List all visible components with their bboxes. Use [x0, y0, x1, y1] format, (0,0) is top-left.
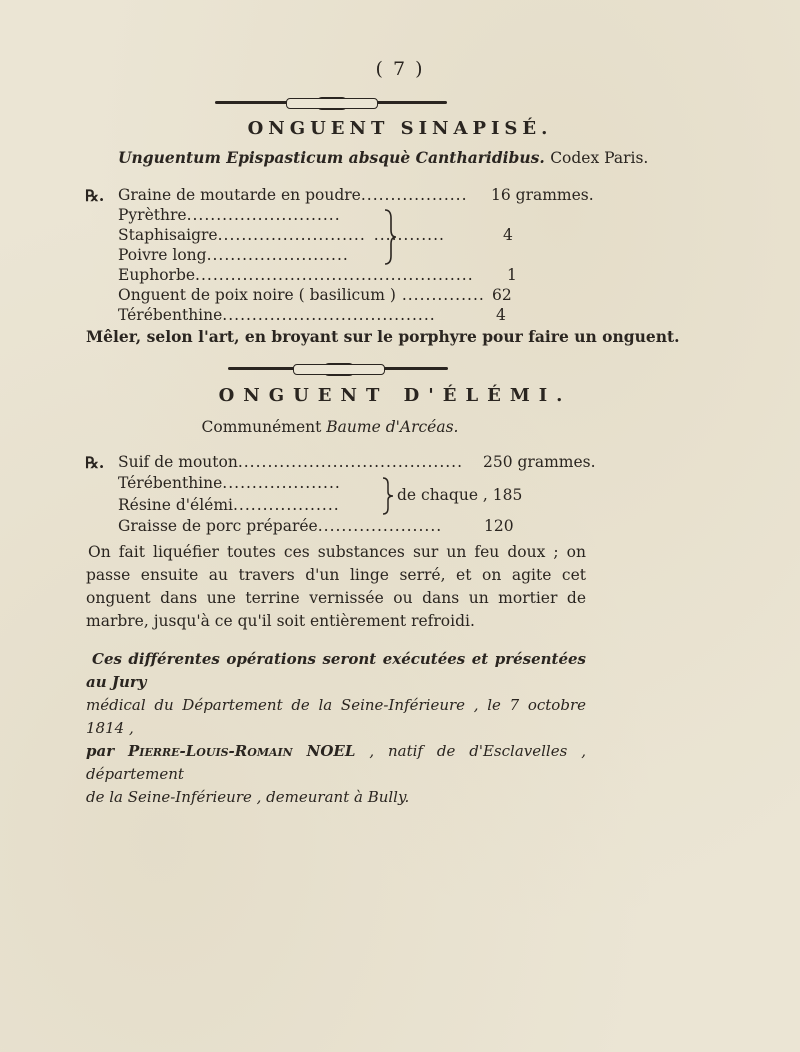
closing-line-4: de la Seine-Inférieure , demeurant à Bully. [86, 788, 410, 806]
section-title-elemi: ONGUENT D'ÉLÉMI. [218, 385, 572, 406]
ingredient-name: Graisse de porc préparée [118, 517, 318, 535]
ingredient-name: Staphisaigre [118, 226, 218, 244]
ingredient-name: Onguent de poix noire ( basilicum ) [118, 286, 396, 304]
ingredient-name: Poivre long [118, 246, 207, 264]
page-number: ( 7 ) [375, 58, 425, 80]
ornamental-rule-top [215, 101, 447, 104]
brace-label: de chaque , 185 [397, 486, 523, 504]
closing-by: par [86, 742, 115, 760]
ingredient-row: Térébenthine.................................... 4 [118, 306, 506, 324]
preparation-paragraph: On fait liquéfier toutes ces substances sur un feu doux ; on passe ensuite au travers d'un linge serré, et on agite cet onguent dans une terrine vernissée ou dans un mortier de marbre, jusqu'à ce qu'il soit entièrement refroidi. [86, 543, 586, 630]
ingredient-name: Résine d'élémi [118, 496, 233, 514]
ingredient-name: Graine de moutarde en poudre [118, 186, 361, 204]
ingredient-row: Suif de mouton...................................... 250 grammes. [118, 453, 596, 471]
subtitle-prefix: Communément [201, 418, 322, 436]
section-subtitle-sinapise [118, 148, 648, 167]
rule-ornament [323, 363, 355, 376]
closing-paragraph [86, 648, 586, 809]
ingredient-name: Pyrèthre [118, 206, 187, 224]
subtitle-italic: Baume d'Arcéas. [326, 418, 459, 436]
recipe-symbol: ℞. [85, 453, 105, 472]
ingredient-row: Résine d'élémi.................. [118, 496, 340, 514]
ingredient-row: Térébenthine.................... [118, 474, 341, 492]
author-surname: NOEL [306, 742, 356, 760]
rule-ornament [316, 97, 348, 110]
author-given-names: Pierre-Louis-Romain [128, 742, 293, 760]
ingredient-name: Térébenthine [118, 306, 223, 324]
ingredient-row: Poivre long........................ [118, 246, 349, 264]
ingredient-name: Euphorbe [118, 266, 196, 284]
section-title-sinapise: ONGUENT SINAPISÉ. [247, 118, 553, 139]
ingredient-qty: 62 [492, 286, 512, 304]
ornamental-rule-middle [228, 367, 448, 370]
section-subtitle-elemi [0, 418, 660, 436]
ingredient-name: Térébenthine [118, 474, 223, 492]
subtitle-latin: Unguentum Epispasticum absquè Cantharidibus. [118, 148, 545, 167]
ingredient-row: Euphorbe............................................... 1 [118, 266, 517, 284]
closing-line-1: Ces différentes opérations seront exécutées et présentées au Jury [86, 650, 586, 691]
ingredient-name: Suif de mouton [118, 453, 238, 471]
brace-icon [383, 208, 397, 266]
brace-icon [382, 476, 394, 516]
recipe-symbol: ℞. [85, 186, 105, 205]
ingredient-row: Staphisaigre......................... ............ 4 [118, 226, 513, 244]
instruction-text: Mêler, selon l'art, en broyant sur le porphyre pour faire un onguent. [86, 327, 680, 346]
closing-origin: , natif de d'Esclavelles , département [86, 742, 586, 783]
ingredient-qty: 16 grammes. [491, 186, 594, 204]
closing-line-3 [86, 740, 586, 786]
ingredient-qty: 1 [507, 266, 517, 284]
ingredient-row: Pyrèthre.......................... [118, 206, 341, 224]
ingredient-qty: 4 [496, 306, 506, 324]
ingredient-row: Graine de moutarde en poudre.................. 16 grammes. [118, 186, 594, 204]
ingredient-qty: 4 [503, 226, 513, 244]
ingredient-qty: 250 grammes. [483, 453, 596, 471]
subtitle-codex: Codex Paris. [550, 149, 649, 167]
closing-line-2: médical du Département de la Seine-Inférieure , le 7 octobre 1814 , [86, 696, 586, 737]
ingredient-qty: 120 [484, 517, 514, 535]
ingredient-row: Onguent de poix noire ( basilicum ) .............. 62 [118, 286, 512, 304]
ingredient-row: Graisse de porc préparée..................... 120 [118, 517, 514, 535]
